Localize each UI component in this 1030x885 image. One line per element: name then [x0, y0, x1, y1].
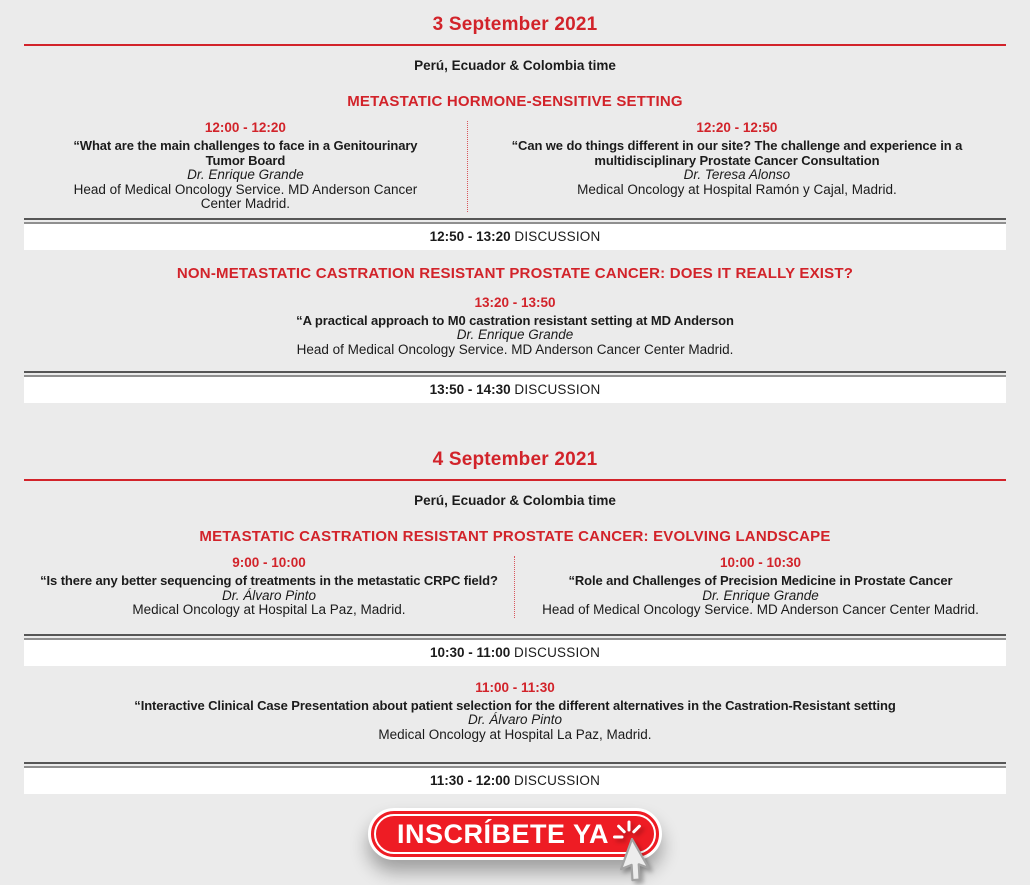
session-affiliation: Head of Medical Oncology Service. MD Anderson Cancer Center Madrid.	[296, 341, 734, 357]
session-title: “A practical approach to M0 castration resistant setting at MD Anderson	[296, 312, 734, 328]
day-1-session-columns	[24, 121, 1006, 212]
session-title: “Interactive Clinical Case Presentation about patient selection for the different alternatives in the Castration-Resistant setting	[134, 697, 896, 713]
discussion-time: 13:50 - 14:30	[429, 382, 511, 397]
discussion-label: DISCUSSION	[514, 228, 601, 244]
session-card	[24, 296, 1006, 358]
register-button-label: INSCRÍBETE YA	[396, 818, 610, 849]
session-time: 13:20 - 13:50	[474, 294, 556, 310]
session-affiliation: Medical Oncology at Hospital La Paz, Madrid.	[378, 726, 652, 742]
day-1-title: 3 September 2021	[432, 14, 598, 35]
session-speaker: Dr. Álvaro Pinto	[467, 712, 563, 727]
day-2-block-1-heading: METASTATIC CASTRATION RESISTANT PROSTATE CANCER: EVOLVING LANDSCAPE	[199, 528, 831, 545]
discussion-time: 11:30 - 12:00	[429, 773, 511, 788]
session-affiliation: Medical Oncology at Hospital La Paz, Madrid.	[132, 602, 406, 617]
session-time: 11:00 - 11:30	[475, 679, 555, 695]
day-2-title: 4 September 2021	[432, 449, 598, 470]
session-time: 10:00 - 10:30	[719, 555, 802, 570]
session-affiliation: Head of Medical Oncology Service. MD Anderson Cancer Center Madrid.	[73, 181, 418, 211]
discussion-time: 10:30 - 11:00	[429, 644, 511, 660]
red-divider	[24, 44, 1006, 46]
session-title: “Can we do things different in our site? The challenge and experience in a multidisciplinary Prostate Cancer Consultation	[511, 138, 963, 168]
session-speaker: Dr. Álvaro Pinto	[221, 587, 317, 603]
day-1-timezone-label: Perú, Ecuador & Colombia time	[414, 58, 616, 73]
day-1-section	[24, 0, 1006, 403]
discussion-bar	[24, 371, 1006, 403]
click-cursor-icon	[611, 819, 675, 885]
session-time: 9:00 - 10:00	[232, 555, 306, 570]
session-time: 12:00 - 12:20	[204, 120, 286, 135]
session-affiliation: Head of Medical Oncology Service. MD Anderson Cancer Center Madrid.	[542, 602, 979, 617]
register-button[interactable]	[368, 808, 662, 860]
day-1-block-2-heading: NON-METASTATIC CASTRATION RESISTANT PROSTATE CANCER: DOES IT REALLY EXIST?	[176, 264, 854, 282]
day-2-section	[24, 449, 1006, 794]
discussion-bar	[24, 634, 1006, 666]
discussion-bar	[24, 218, 1006, 250]
red-divider	[24, 479, 1006, 481]
discussion-time: 12:50 - 13:20	[429, 228, 511, 244]
discussion-label: DISCUSSION	[514, 382, 601, 397]
session-card	[468, 121, 1006, 212]
session-title: “What are the main challenges to face in a Genitourinary Tumor Board	[73, 138, 418, 168]
discussion-bar	[24, 762, 1006, 794]
session-card	[24, 681, 1006, 743]
session-card	[24, 556, 515, 618]
session-card	[24, 121, 468, 212]
day-1-block-1-heading: METASTATIC HORMONE-SENSITIVE SETTING	[347, 93, 683, 110]
day-2-timezone-label: Perú, Ecuador & Colombia time	[414, 493, 616, 508]
session-speaker: Dr. Teresa Alonso	[683, 167, 791, 182]
session-speaker: Dr. Enrique Grande	[456, 327, 574, 342]
session-speaker: Dr. Enrique Grande	[187, 167, 304, 182]
cta-row	[24, 808, 1006, 860]
session-time: 12:20 - 12:50	[696, 120, 778, 135]
session-card	[515, 556, 1006, 618]
session-title: “Is there any better sequencing of treatments in the metastatic CRPC field?	[40, 573, 498, 588]
day-2-session-columns	[24, 556, 1006, 618]
session-affiliation: Medical Oncology at Hospital Ramón y Cajal, Madrid.	[577, 181, 897, 197]
session-speaker: Dr. Enrique Grande	[702, 587, 819, 603]
discussion-label: DISCUSSION	[514, 644, 601, 660]
session-title: “Role and Challenges of Precision Medicine in Prostate Cancer	[568, 573, 953, 588]
discussion-label: DISCUSSION	[514, 773, 601, 788]
